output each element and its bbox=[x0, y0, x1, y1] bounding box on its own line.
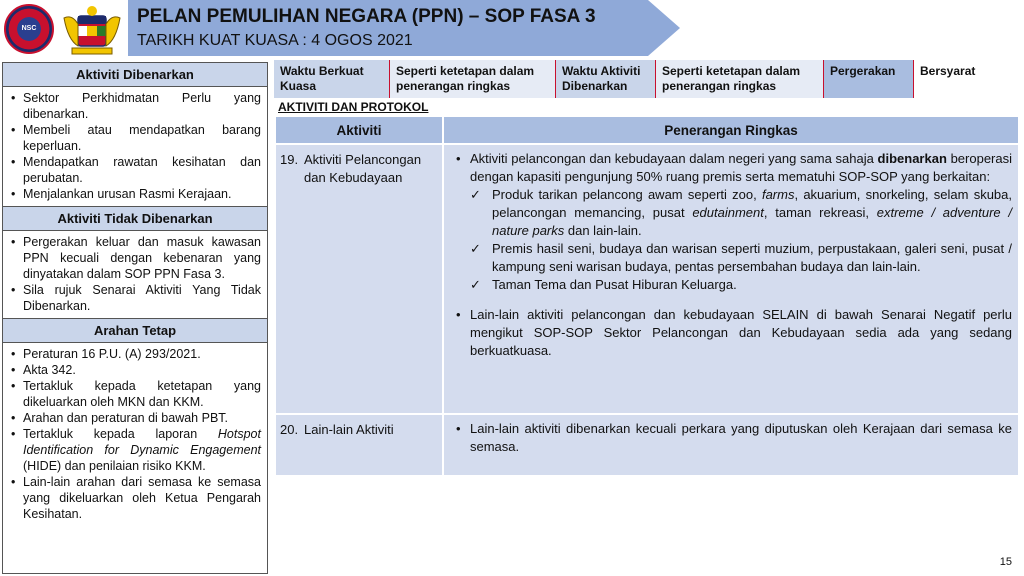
column-header-activity: Aktiviti bbox=[276, 117, 444, 143]
list-item: • Sektor Perkhidmatan Perlu yang dibenarkan. bbox=[9, 90, 261, 122]
description-bullet: • Lain-lain aktiviti dibenarkan kecuali perkara yang diputuskan oleh Kerajaan dari semasa ke semasa. bbox=[452, 420, 1012, 456]
description-bullet: • Lain-lain aktiviti pelancongan dan kebudayaan SELAIN di bawah Senarai Negatif perlu mengikut SOP-SOP Sektor Pelancongan dan Kebudayaan sedia ada yang sedang berkuatkuasa. bbox=[452, 306, 1012, 360]
activity-name: Aktiviti Pelancongan dan Kebudayaan bbox=[304, 152, 422, 185]
effective-time-value: Seperti ketetapan dalam penerangan ringkas bbox=[390, 60, 556, 98]
list-item: • Tertakluk kepada ketetapan yang dikeluarkan oleh MKN dan KKM. bbox=[9, 378, 261, 410]
column-header-description: Penerangan Ringkas bbox=[664, 122, 798, 138]
activity-hours-value: Seperti ketetapan dalam penerangan ringkas bbox=[656, 60, 824, 98]
directives-heading: Arahan Tetap bbox=[3, 319, 267, 343]
text: farms bbox=[761, 187, 795, 202]
allowed-list bbox=[3, 87, 267, 207]
list-item: • Mendapatkan rawatan kesihatan dan perubatan. bbox=[9, 154, 261, 186]
nsc-logo-text: NSC bbox=[21, 25, 37, 32]
movement-value: Bersyarat bbox=[914, 60, 1018, 98]
nsc-logo bbox=[4, 4, 54, 54]
page-title: PELAN PEMULIHAN NEGARA (PPN) – SOP FASA 3 bbox=[137, 6, 596, 27]
activity-hours-label: Waktu Aktiviti Dibenarkan bbox=[556, 60, 656, 98]
row-number: 20. bbox=[280, 422, 299, 437]
text: dan lain-lain. bbox=[564, 223, 642, 238]
list-item: • Peraturan 16 P.U. (A) 293/2021. bbox=[9, 346, 261, 362]
list-item: • Arahan dan peraturan di bawah PBT. bbox=[9, 410, 261, 426]
text: Aktiviti pelancongan dan kebudayaan dalam negeri yang sama sahaja bbox=[470, 151, 878, 166]
text: edutainment bbox=[692, 205, 764, 220]
left-panel bbox=[2, 62, 268, 574]
text: Produk tarikan pelancong awam seperti zoo, bbox=[492, 187, 762, 202]
list-item bbox=[9, 426, 261, 474]
activity-cell bbox=[276, 415, 444, 475]
text: Hotspot Identification for Dynamic Engagement bbox=[23, 427, 261, 457]
effective-time-label: Waktu Berkuat Kuasa bbox=[274, 60, 390, 98]
coat-of-arms-logo bbox=[58, 4, 126, 56]
text: beroperasi dengan kapasiti pengunjung 50% ruang premis serta mematuhi SOP-SOP yang berkaitan: bbox=[470, 151, 1012, 184]
list-item: • Akta 342. bbox=[9, 362, 261, 378]
list-item: • Sila rujuk Senarai Aktiviti Yang Tidak Dibenarkan. bbox=[9, 282, 261, 314]
description-cell bbox=[444, 145, 1018, 413]
list-item: • Lain-lain arahan dari semasa ke semasa yang dikeluarkan oleh Ketua Pengarah Kesihatan. bbox=[9, 474, 261, 522]
table-header bbox=[276, 117, 1018, 143]
not-allowed-list bbox=[3, 231, 267, 319]
checkmark-item bbox=[452, 186, 1012, 240]
text: , akuarium, snorkeling, selam skuba, pelancongan memancing, pusat bbox=[492, 187, 1012, 220]
list-item: • Membeli atau mendapatkan barang keperluan. bbox=[9, 122, 261, 154]
directives-list bbox=[3, 343, 267, 526]
not-allowed-heading: Aktiviti Tidak Dibenarkan bbox=[3, 207, 267, 231]
text: extreme / adventure / nature parks bbox=[492, 205, 1012, 238]
row-number: 19. bbox=[280, 152, 299, 167]
activity-name: Lain-lain Aktiviti bbox=[304, 422, 394, 437]
text: Tertakluk kepada laporan bbox=[23, 427, 218, 441]
text: dibenarkan bbox=[877, 151, 947, 166]
protocol-heading: AKTIVITI DAN PROTOKOL bbox=[278, 100, 429, 114]
table-row bbox=[276, 413, 1018, 475]
list-item: • Pergerakan keluar dan masuk kawasan PPN kecuali dengan kebenaran yang dinyatakan dalam SOP PPN Fasa 3. bbox=[9, 234, 261, 282]
activity-cell bbox=[276, 145, 444, 413]
list-item: • Menjalankan urusan Rasmi Kerajaan. bbox=[9, 186, 261, 202]
activity-table bbox=[276, 117, 1018, 475]
text: , taman rekreasi, bbox=[763, 205, 877, 220]
effective-date: TARIKH KUAT KUASA : 4 OGOS 2021 bbox=[137, 32, 413, 49]
text: (HIDE) dan penilaian risiko KKM. bbox=[23, 459, 206, 473]
checkmark-item: ✓ Taman Tema dan Pusat Hiburan Keluarga. bbox=[452, 276, 1012, 294]
description-cell bbox=[444, 415, 1018, 475]
page-number: 15 bbox=[999, 556, 1012, 568]
table-row bbox=[276, 143, 1018, 413]
info-bar bbox=[274, 60, 1018, 98]
description-bullet bbox=[452, 150, 1012, 186]
checkmark-item: ✓ Premis hasil seni, budaya dan warisan seperti muzium, perpustakaan, galeri seni, pusat / kampung seni warisan budaya, pentas persembahan budaya dan lain-lain. bbox=[452, 240, 1012, 276]
allowed-heading: Aktiviti Dibenarkan bbox=[3, 63, 267, 87]
movement-label: Pergerakan bbox=[824, 60, 914, 98]
